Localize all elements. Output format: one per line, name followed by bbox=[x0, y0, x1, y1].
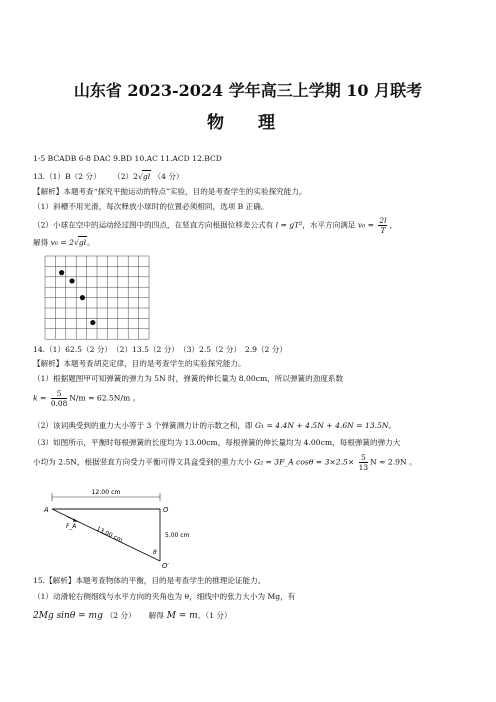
q13-answer-b-pre: （2）2 bbox=[113, 172, 138, 181]
q13-fraction bbox=[378, 216, 387, 235]
hypotenuse-length-label: 13.00 cm bbox=[95, 525, 124, 545]
q13-answer-b-post: （4 分） bbox=[153, 172, 184, 181]
q14-para-2 bbox=[33, 420, 396, 431]
trajectory-grid-figure bbox=[43, 254, 153, 340]
q13-p3-text: 解得 bbox=[33, 238, 49, 247]
q13-p3-end: 。 bbox=[87, 238, 95, 247]
q13-analysis: 【解析】本题考查“探究平抛运动的特点”实验，目的是考查学生的实验探究能力。 bbox=[33, 187, 307, 196]
q14-k-pre: k = bbox=[33, 393, 47, 403]
q14-para-3: （3）如图所示，平衡时每根弹簧的长度均为 13.00cm，每根弹簧的伸长量均为 4.00cm，每根弹簧的弹力大 bbox=[33, 438, 401, 447]
q13-para-2 bbox=[33, 216, 397, 235]
document-title: 山东省 2023-2024 学年高三上学期 10 月联考 bbox=[73, 81, 423, 100]
q13-frac-den: T bbox=[380, 226, 386, 235]
trajectory-point-1 bbox=[59, 270, 64, 275]
q13-p3-formula: v₀ = 2 bbox=[50, 238, 74, 247]
q13-p2-v: v₀ = bbox=[357, 220, 374, 230]
q13-p2-mid: ，水平方向满足 bbox=[302, 220, 356, 230]
q14-k-fraction bbox=[51, 389, 67, 408]
q13-answer-b-rad: gl bbox=[142, 172, 151, 181]
q14-k-formula bbox=[33, 389, 140, 408]
q15-equation-line bbox=[33, 610, 232, 622]
q13-p2-formula: l = gT² bbox=[275, 220, 303, 230]
q14-para-4 bbox=[33, 453, 417, 472]
q15-para-1: （1）动滑轮右侧细线与水平方向的夹角也为 θ，细线中的张力大小为 Mg，有 bbox=[33, 592, 296, 601]
q14-p4-fraction bbox=[359, 453, 368, 472]
q15-eq-score: （2 分） bbox=[105, 611, 136, 620]
q14-answer-line: 14.（1）62.5（2 分） （2）13.5（2 分） （3）2.5（2 分） 2.9（2 分） bbox=[33, 345, 287, 354]
q13-para-1: （1）斜槽不用光滑，每次释放小球时的位置必须相同，选项 B 正确。 bbox=[33, 202, 269, 211]
side-length-label: 5.00 cm bbox=[165, 532, 190, 539]
trajectory-point-3 bbox=[80, 295, 85, 300]
q14-p2-end: 。 bbox=[388, 421, 397, 430]
q15-solution-pre: 解得 bbox=[148, 611, 164, 620]
point-o-label: O bbox=[163, 506, 169, 514]
q14-p4-text: 小均为 2.5N，根据竖直方向受力平衡可得文具盒受到的重力大小 bbox=[33, 457, 252, 467]
q14-analysis: 【解析】本题考查胡克定律，目的是考查学生的实验探究能力。 bbox=[33, 359, 246, 368]
force-fa-label: F_A bbox=[66, 524, 77, 530]
q14-para-1: （1）根据题图甲可知弹簧的弹力为 5N 时，弹簧的伸长量为 8.00cm，所以弹簧的劲度系数 bbox=[33, 374, 344, 383]
q15-analysis: 15.【解析】本题考查物体的平衡，目的是考查学生的推理论证能力。 bbox=[33, 576, 266, 585]
q14-p4-den: 13 bbox=[358, 463, 369, 472]
trajectory-point-2 bbox=[69, 278, 74, 283]
subject-title: 物 理 bbox=[207, 113, 289, 133]
angle-theta-label: θ bbox=[153, 549, 157, 556]
spring-triangle-figure bbox=[40, 485, 190, 571]
q15-equation: 2Mg sinθ = mg bbox=[33, 611, 103, 621]
q14-p4-formula: G₂ = 3F_A cosθ = 3×2.5× bbox=[254, 457, 355, 467]
point-o-prime-label: O′ bbox=[162, 562, 169, 570]
trajectory-point-4 bbox=[90, 320, 95, 325]
q13-answer-a: 13.（1）B（2 分） bbox=[33, 172, 101, 181]
top-length-label: 12.00 cm bbox=[91, 489, 121, 496]
q15-sol-score: 。（1 分） bbox=[197, 611, 232, 620]
q14-k-num: 5 bbox=[51, 389, 67, 399]
q13-p2-text: （2）小球在空中的运动经过图中的四点，在竖直方向根据位移差公式有 bbox=[33, 220, 274, 230]
q15-solution: M = m bbox=[166, 611, 198, 621]
q13-para-3: 解得 v₀ = 2√gl。 bbox=[33, 238, 95, 247]
q13-answer-line: 13.（1）B（2 分） （2）2√gl （4 分） bbox=[33, 172, 184, 181]
point-a-label: A bbox=[44, 506, 49, 514]
q14-k-post: N/m = 62.5N/m 。 bbox=[69, 393, 141, 403]
q13-p2-end: ， bbox=[389, 220, 398, 230]
answer-key-line: 1-5 BCADB 6-8 DAC 9.BD 10.AC 11.ACD 12.BCD bbox=[33, 154, 222, 163]
q13-p3-rad: gl bbox=[78, 238, 87, 247]
q14-p2-text: （2）该词典受到的重力大小等于 3 个弹簧测力计的示数之和，即 bbox=[33, 421, 253, 430]
q13-frac-num: 2l bbox=[379, 216, 387, 225]
q14-k-den: 0.08 bbox=[50, 399, 68, 408]
q14-p4-num: 5 bbox=[359, 453, 368, 463]
q14-p2-formula: G₁ = 4.4N + 4.5N + 4.6N = 13.5N bbox=[254, 421, 389, 430]
q14-p4-end: N ≈ 2.9N 。 bbox=[370, 457, 417, 467]
